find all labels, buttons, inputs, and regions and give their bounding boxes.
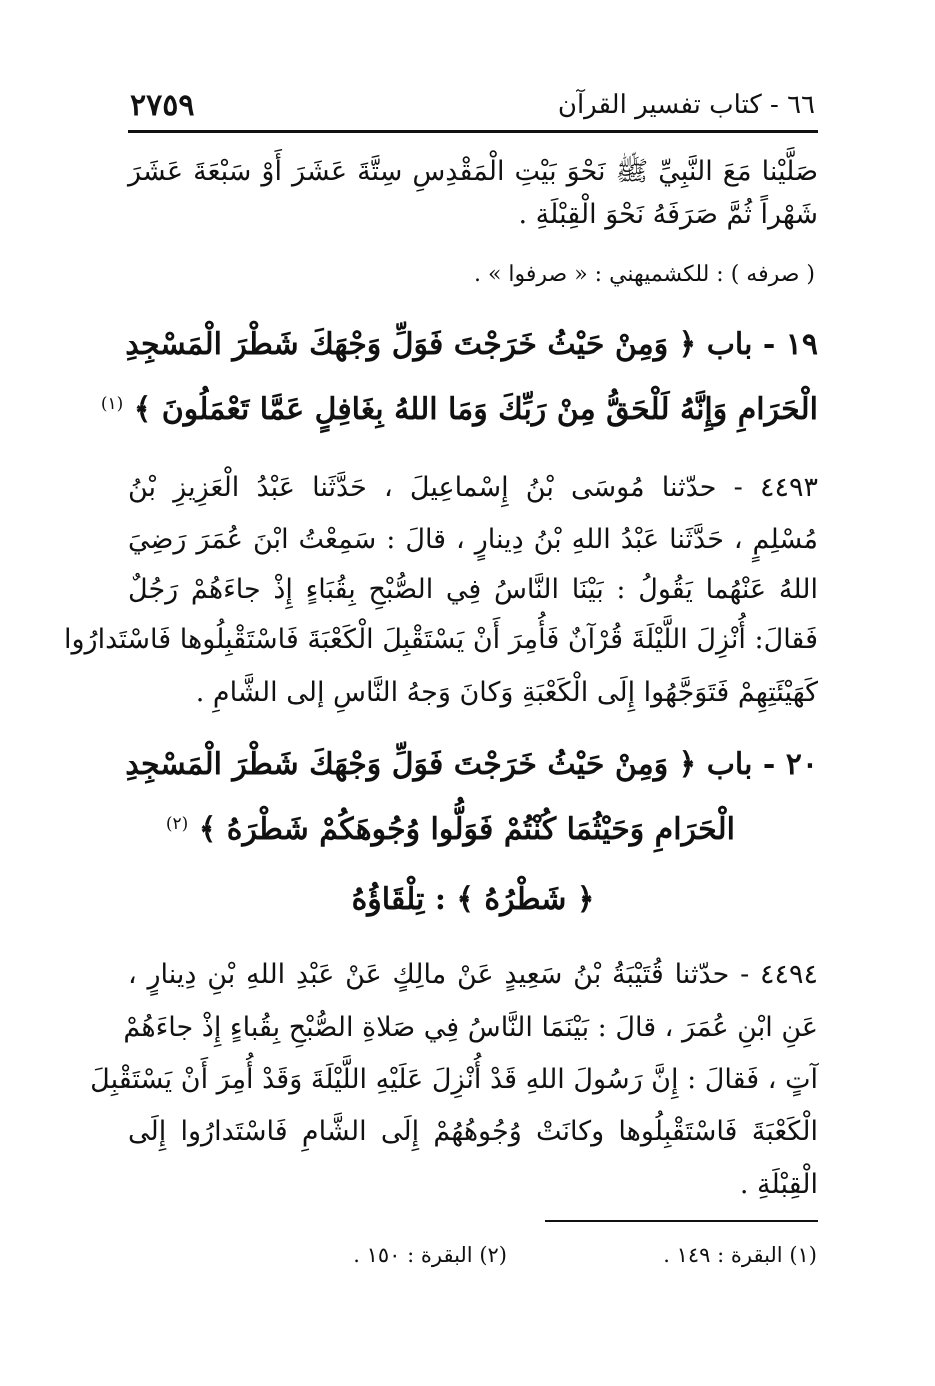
hadith-4493-line: فَقالَ: أُنْزِلَ اللَّيْلَةَ قُرْآنٌ فَأُمِرَ أَنْ يَسْتَقْبِلَ الْكَعْبَةَ فَاسْتَقْبِلُوها فَاسْتَدارُوا bbox=[64, 624, 818, 655]
hadith-4494-line: آتٍ ، فَقالَ : إِنَّ رَسُولَ اللهِ قَدْ أُنْزِلَ عَلَيْهِ اللَّيْلَةَ وَقَدْ أُمِرَ أَنْ يَسْتَقْبِلَ bbox=[90, 1064, 818, 1095]
chapter-heading-19-cont bbox=[100, 390, 818, 434]
footnote-ref-1: (١) bbox=[100, 394, 124, 414]
hadith-4493-line: ٤٤٩٣ - حدّثنا مُوسَى بْنُ إِسْماعِيلَ ، حَدَّثَنا عَبْدُ الْعَزِيزِ بْنُ bbox=[128, 472, 818, 503]
footnote-ref-2: (٢) bbox=[165, 814, 189, 834]
hadith-4493-line: كَهَيْئَتِهِمْ فَتَوَجَّهُوا إِلَى الْكَعْبَةِ وَكانَ وَجهُ النَّاسِ إلى الشَّامِ . bbox=[195, 677, 818, 708]
footnote-2: (٢) البقرة : ١٥٠ . bbox=[353, 1243, 507, 1267]
chapter-heading-20: ٢٠ - باب ﴿ وَمِنْ حَيْثُ خَرَجْتَ فَوَلِّ وَجْهَكَ شَطْرَ الْمَسْجِدِ bbox=[125, 747, 818, 782]
word-gloss: ﴿ شَطْرُهُ ﴾ : تِلْقَاؤُهُ bbox=[351, 882, 595, 917]
hadith-4494-line: ٤٤٩٤ - حدّثنا قُتَيْبَةُ بْنُ سَعِيدٍ عَنْ مالِكٍ عَنْ عَبْدِ اللهِ بْنِ دِينارٍ ، bbox=[128, 959, 818, 990]
footnote-1: (١) البقرة : ١٤٩ . bbox=[663, 1243, 817, 1267]
hadith-4494-line: الْقِبْلَةِ . bbox=[739, 1169, 818, 1200]
heading-text: الْحَرَامِ وَحَيْثُمَا كُنْتُمْ فَوَلُّوا وُجُوهَكُمْ شَطْرَهُ ﴾ bbox=[198, 812, 735, 847]
text-line: صَلَّيْنا مَعَ النَّبِيِّ ﷺ نَحْوَ بَيْتِ الْمَقْدِسِ سِتَّةَ عَشَرَ أَوْ سَبْعَةَ عَشَرَ bbox=[128, 156, 818, 187]
header-divider bbox=[128, 130, 818, 133]
hadith-4494-line: عَنِ ابْنِ عُمَرَ ، قالَ : بَيْنَمَا النَّاسُ فِي صَلاةِ الصُّبْحِ بِقُباءٍ إِذْ جاءَهُمْ bbox=[123, 1012, 818, 1043]
text-line: شَهْراً ثُمَّ صَرَفَهُ نَحْوَ الْقِبْلَةِ . bbox=[518, 199, 818, 230]
hadith-4493-line: اللهُ عَنْهُما يَقُولُ : بَيْنَا النَّاسُ فِي الصُّبْحِ بِقُبَاءٍ إِذْ جاءَهُمْ رَجُلٌ bbox=[128, 574, 818, 605]
chapter-heading-19: ١٩ - باب ﴿ وَمِنْ حَيْثُ خَرَجْتَ فَوَلِّ وَجْهَكَ شَطْرَ الْمَسْجِدِ bbox=[125, 327, 818, 362]
page-number: ٢٧٥٩ bbox=[130, 88, 195, 123]
heading-text: الْحَرَامِ وَإِنَّهُ لَلْحَقُّ مِنْ رَبِّكَ وَمَا اللهُ بِغَافِلٍ عَمَّا تَعْمَلُونَ ﴾ bbox=[133, 392, 818, 427]
hadith-4494-line: الْكَعْبَةَ فَاسْتَقْبِلُوها وكانَتْ وُجُوهُهُمْ إِلَى الشَّامِ فَاسْتَدارُوا إِلَى bbox=[128, 1116, 818, 1147]
hadith-4493-line: مُسْلِمٍ ، حَدَّثَنا عَبْدُ اللهِ بْنُ دِينارٍ ، قالَ : سَمِعْتُ ابْنَ عُمَرَ رَضِيَ bbox=[128, 524, 818, 555]
running-header-title: ٦٦ - كتاب تفسير القرآن bbox=[557, 90, 815, 120]
footnote-divider bbox=[545, 1220, 818, 1222]
chapter-heading-20-cont bbox=[166, 810, 735, 854]
commentary-note: ( صرفه ) : للكشميهني : « صرفوا » . bbox=[473, 262, 815, 287]
